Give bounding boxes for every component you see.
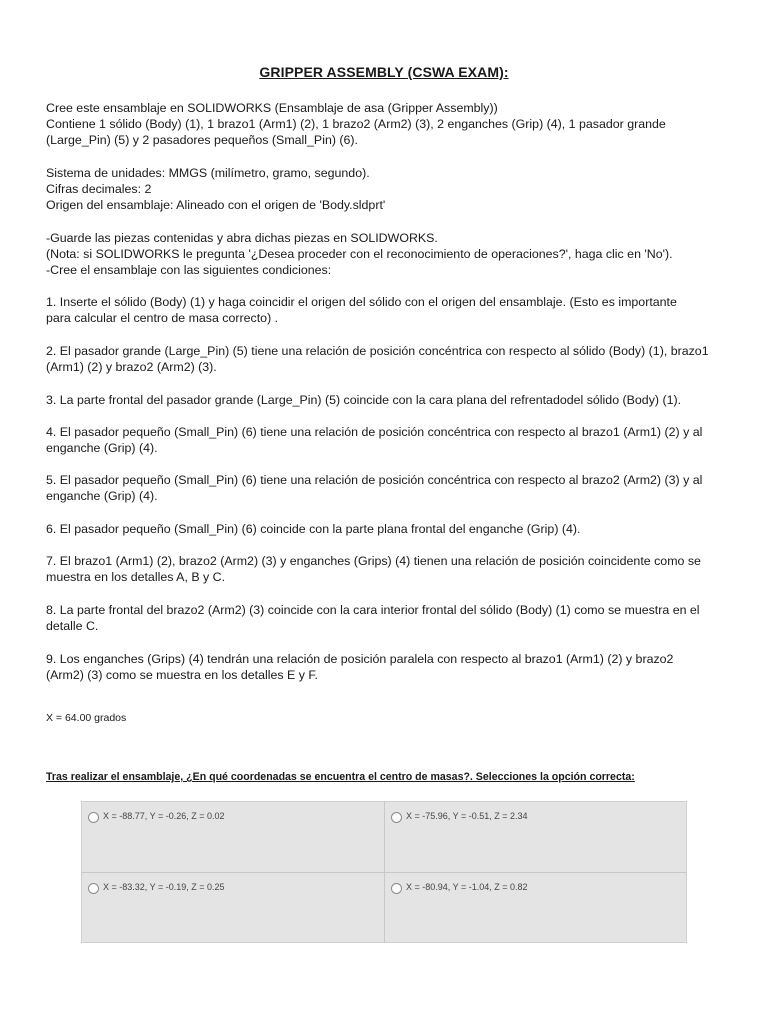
answer-option-2[interactable] — [385, 802, 687, 872]
answer-option-label: X = -83.32, Y = -0.19, Z = 0.25 — [103, 882, 225, 892]
step-line: 7. El brazo1 (Arm1) (2), brazo2 (Arm2) (3) y enganches (Grips) (4) tienen una relación de posición coincidente como se — [46, 554, 701, 568]
document-title: GRIPPER ASSEMBLY (CSWA EXAM): — [259, 64, 509, 80]
answer-option-1[interactable] — [82, 802, 384, 872]
notes-line: -Cree el ensamblaje con las siguientes condiciones: — [46, 263, 332, 277]
intro-line: (Large_Pin) (5) y 2 pasadores pequeños (Small_Pin) (6). — [46, 133, 358, 147]
step-line: enganche (Grip) (4). — [46, 489, 158, 503]
step-line: (Arm2) (3) como se muestra en los detalles E y F. — [46, 668, 318, 682]
intro-block — [46, 100, 730, 148]
step-8 — [46, 602, 730, 634]
units-block — [46, 165, 730, 213]
notes-line: -Guarde las piezas contenidas y abra dichas piezas en SOLIDWORKS. — [46, 231, 438, 245]
answer-option-label: X = -75.96, Y = -0.51, Z = 2.34 — [406, 811, 528, 821]
answer-option-3[interactable] — [82, 873, 384, 943]
intro-line: Contiene 1 sólido (Body) (1), 1 brazo1 (Arm1) (2), 1 brazo2 (Arm2) (3), 2 enganches (Grip) (4), 1 pasador grande — [46, 117, 666, 131]
notes-line: (Nota: si SOLIDWORKS le pregunta '¿Desea proceder con el reconocimiento de operaciones?', haga clic en 'No'). — [46, 247, 673, 261]
step-line: 1. Inserte el sólido (Body) (1) y haga coincidir el origen del sólido con el origen del ensamblaje. (Esto es importante — [46, 295, 677, 309]
answer-options-grid — [81, 801, 687, 943]
step-6 — [46, 521, 730, 537]
radio-button-icon[interactable] — [391, 883, 402, 894]
answer-option-label: X = -80.94, Y = -1.04, Z = 0.82 — [406, 882, 528, 892]
notes-block — [46, 230, 730, 278]
step-1 — [46, 294, 730, 326]
x-angle-value: X = 64.00 grados — [46, 712, 127, 724]
step-9 — [46, 651, 730, 683]
answer-option-4[interactable] — [385, 873, 687, 943]
step-line: 9. Los enganches (Grips) (4) tendrán una relación de posición paralela con respecto al brazo1 (Arm1) (2) y brazo2 — [46, 652, 674, 666]
step-line: muestra en los detalles A, B y C. — [46, 570, 226, 584]
question-text: Tras realizar el ensamblaje, ¿En qué coordenadas se encuentra el centro de masas?. Selecciones la opción correcta: — [46, 771, 635, 783]
units-line: Origen del ensamblaje: Alineado con el origen de 'Body.sldprt' — [46, 198, 386, 212]
step-4 — [46, 424, 730, 456]
intro-line: Cree este ensamblaje en SOLIDWORKS (Ensamblaje de asa (Gripper Assembly)) — [46, 101, 498, 115]
radio-button-icon[interactable] — [88, 812, 99, 823]
step-line: 5. El pasador pequeño (Small_Pin) (6) tiene una relación de posición concéntrica con respecto al brazo2 (Arm2) (3) y al — [46, 473, 703, 487]
step-line: 2. El pasador grande (Large_Pin) (5) tiene una relación de posición concéntrica con respecto al sólido (Body) (1), brazo1 — [46, 344, 709, 358]
step-line: 6. El pasador pequeño (Small_Pin) (6) coincide con la parte plana frontal del enganche (Grip) (4). — [46, 522, 581, 536]
step-line: enganche (Grip) (4). — [46, 441, 158, 455]
step-line: 8. La parte frontal del brazo2 (Arm2) (3) coincide con la cara interior frontal del sólido (Body) (1) como se muestra en el — [46, 603, 700, 617]
step-2 — [46, 343, 730, 375]
step-line: 4. El pasador pequeño (Small_Pin) (6) tiene una relación de posición concéntrica con respecto al brazo1 (Arm1) (2) y al — [46, 425, 703, 439]
answer-option-label: X = -88.77, Y = -0.26, Z = 0.02 — [103, 811, 225, 821]
step-line: (Arm1) (2) y brazo2 (Arm2) (3). — [46, 360, 217, 374]
radio-button-icon[interactable] — [391, 812, 402, 823]
step-5 — [46, 472, 730, 504]
step-7 — [46, 553, 730, 585]
units-line: Cifras decimales: 2 — [46, 182, 152, 196]
step-line: 3. La parte frontal del pasador grande (Large_Pin) (5) coincide con la cara plana del refrentadodel sólido (Body) (1). — [46, 393, 682, 407]
units-line: Sistema de unidades: MMGS (milímetro, gramo, segundo). — [46, 166, 370, 180]
step-3 — [46, 392, 730, 408]
step-line: para calcular el centro de masa correcto) . — [46, 311, 279, 325]
radio-button-icon[interactable] — [88, 883, 99, 894]
step-line: detalle C. — [46, 619, 99, 633]
